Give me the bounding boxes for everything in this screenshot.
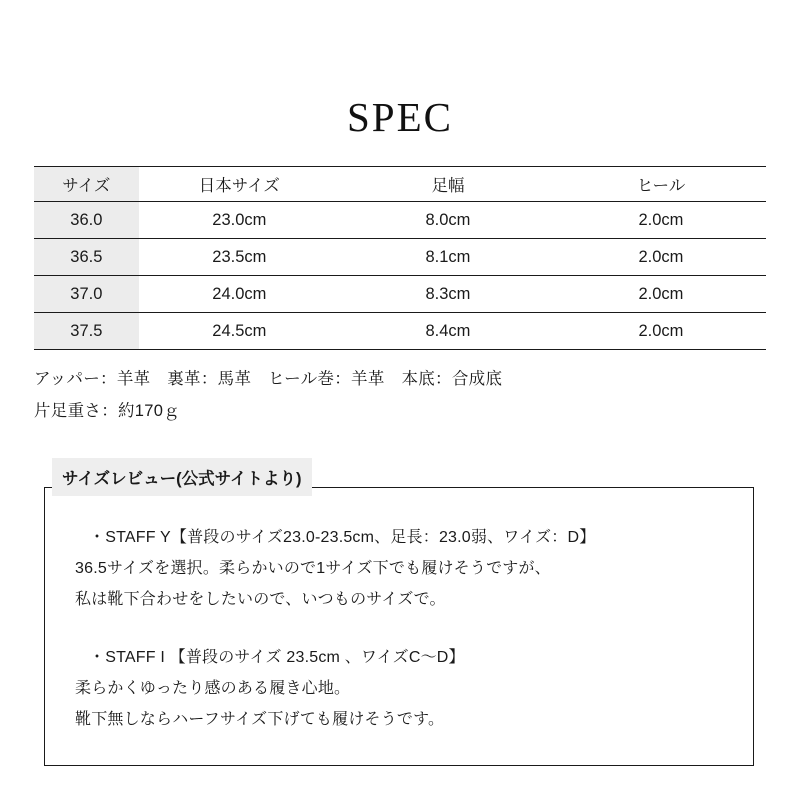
cell-size: 36.5 [34, 239, 139, 276]
review-entry [75, 522, 723, 616]
cell-jp-size: 23.0cm [139, 202, 340, 239]
table-row [34, 202, 766, 239]
table-header-row [34, 167, 766, 202]
column-header-jp-size: 日本サイズ [139, 167, 340, 202]
review-staff-title: ・STAFF Y【普段のサイズ23.0-23.5cm、足長：23.0弱、ワイズ：D】 [89, 529, 596, 547]
materials-info [0, 364, 800, 426]
review-text-line: 36.5サイズを選択。柔らかいので1サイズ下でも履けそうですが、 [75, 560, 551, 578]
spec-table-container [0, 166, 800, 350]
spec-table-header [34, 167, 766, 202]
page-title: SPEC [347, 94, 453, 140]
size-review-section [0, 458, 800, 766]
cell-foot-width: 8.1cm [340, 239, 556, 276]
cell-heel: 2.0cm [556, 202, 766, 239]
table-row [34, 239, 766, 276]
size-review-heading: サイズレビュー(公式サイトより) [52, 458, 312, 496]
cell-foot-width: 8.3cm [340, 276, 556, 313]
cell-foot-width: 8.4cm [340, 313, 556, 350]
cell-size: 36.0 [34, 202, 139, 239]
cell-size: 37.5 [34, 313, 139, 350]
table-row [34, 313, 766, 350]
review-staff-title: ・STAFF I 【普段のサイズ 23.5cm 、ワイズC〜D】 [89, 648, 465, 666]
cell-jp-size: 24.0cm [139, 276, 340, 313]
column-header-foot-width: 足幅 [340, 167, 556, 202]
spec-table-body [34, 202, 766, 350]
spec-table [34, 166, 766, 350]
column-header-heel: ヒール [556, 167, 766, 202]
review-text-line: 柔らかくゆったり感のある履き心地。 [75, 679, 351, 697]
materials-line-2: 片足重さ：約170ｇ [34, 401, 181, 420]
cell-heel: 2.0cm [556, 313, 766, 350]
cell-jp-size: 24.5cm [139, 313, 340, 350]
cell-heel: 2.0cm [556, 239, 766, 276]
column-header-size: サイズ [34, 167, 139, 202]
review-entry [75, 642, 723, 736]
size-review-box [44, 487, 754, 766]
review-text-line: 靴下無しならハーフサイズ下げても履けそうです。 [75, 710, 445, 728]
cell-foot-width: 8.0cm [340, 202, 556, 239]
cell-size: 37.0 [34, 276, 139, 313]
table-row [34, 276, 766, 313]
materials-line-1: アッパー：羊革 裏革：馬革 ヒール巻：羊革 本底：合成底 [34, 370, 503, 388]
cell-jp-size: 23.5cm [139, 239, 340, 276]
cell-heel: 2.0cm [556, 276, 766, 313]
review-text-line: 私は靴下合わせをしたいので、いつものサイズで。 [75, 591, 446, 609]
